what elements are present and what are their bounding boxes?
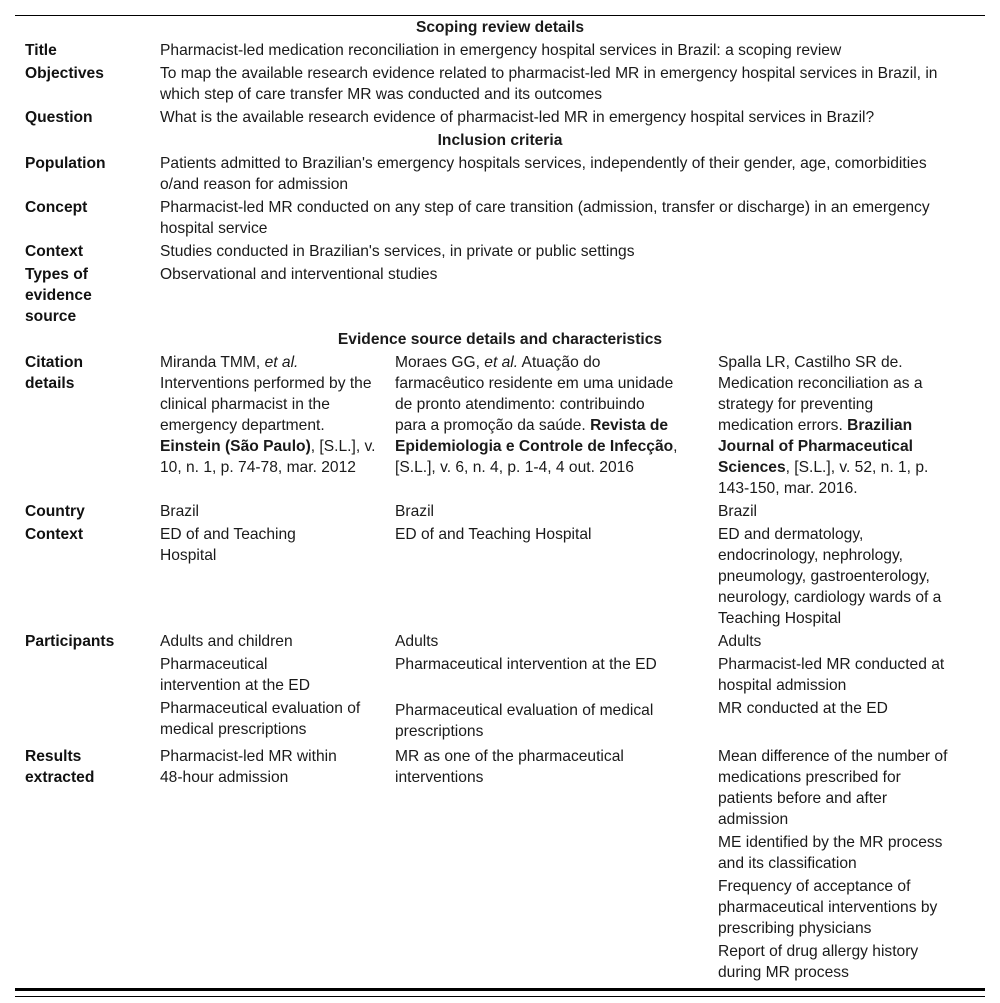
review-table xyxy=(15,16,985,986)
row-value: What is the available research evidence of pharmacist-led MR in emergency hospital services in Brazil? xyxy=(160,109,875,126)
row-participants xyxy=(15,630,985,745)
citation-journal: Brazilian Journal of Pharmaceutical Sciences xyxy=(718,417,913,476)
row-value: To map the available research evidence related to pharmacist-led MR in emergency hospital services in Brazil, in which step of care transfer MR was conducted and its outcomes xyxy=(160,65,938,103)
row-value: Pharmacist-led medication reconciliation in emergency hospital services in Brazil: a scoping review xyxy=(160,42,842,59)
participant-item: MR conducted at the ED xyxy=(718,700,888,717)
participant-item: Adults xyxy=(718,633,762,650)
context-value: ED of and Teaching Hospital xyxy=(395,526,592,543)
participant-item: Pharmaceutical evaluation of medical prescriptions xyxy=(160,700,361,738)
row-label: Question xyxy=(25,109,93,126)
result-item: Report of drug allergy history during MR process xyxy=(718,943,919,981)
citation-ref: , [S.L.], v. 6, n. 4, p. 1-4, 4 out. 2016 xyxy=(395,438,678,476)
row-label: Title xyxy=(25,42,57,59)
participant-item: Pharmaceutical intervention at the ED xyxy=(395,656,657,673)
row-label: Context xyxy=(25,526,84,543)
row-label: Citation details xyxy=(25,354,84,392)
row-objectives xyxy=(15,62,985,106)
row-context-evidence xyxy=(15,523,985,630)
row-label: Objectives xyxy=(25,65,104,82)
results-col-2 xyxy=(395,745,718,986)
row-label: Types of evidence source xyxy=(25,266,92,325)
row-country xyxy=(15,500,985,523)
bottom-rule-thick xyxy=(15,988,985,991)
row-value: Studies conducted in Brazilian's services, in private or public settings xyxy=(160,243,635,260)
result-item: MR as one of the pharmaceutical interventions xyxy=(395,748,624,786)
citation-journal: Einstein (São Paulo) xyxy=(160,438,311,455)
section-heading-evidence: Evidence source details and characteristics xyxy=(337,331,663,348)
country-value: Brazil xyxy=(395,503,434,520)
row-value: Patients admitted to Brazilian's emergency hospitals services, independently of their gender, age, comorbidities o/and reason for admission xyxy=(160,155,927,193)
country-value: Brazil xyxy=(718,503,757,520)
participants-col-1 xyxy=(160,630,395,745)
result-item: Mean difference of the number of medications prescribed for patients before and after admission xyxy=(718,748,948,828)
row-types-of-evidence xyxy=(15,263,985,328)
row-question xyxy=(15,106,985,129)
section-heading-inclusion: Inclusion criteria xyxy=(437,132,563,149)
row-label: Results extracted xyxy=(25,748,95,786)
row-label: Country xyxy=(25,503,85,520)
row-results-extracted xyxy=(15,745,985,986)
context-value: ED of and Teaching Hospital xyxy=(160,526,296,564)
results-col-1 xyxy=(160,745,395,986)
participant-item: Adults xyxy=(395,633,439,650)
participants-col-2 xyxy=(395,630,718,745)
citation-etal: et al. xyxy=(484,354,519,371)
citation-journal: Revista de Epidemiologia e Controle de Infecção xyxy=(395,417,674,455)
results-col-3 xyxy=(718,745,985,986)
row-label: Population xyxy=(25,155,106,172)
bottom-rule-thin xyxy=(15,996,985,997)
citation-title: Atuação do farmacêutico residente em uma unidade de pronto atendimento: contribuindo para a promoção da saúde. xyxy=(395,354,674,434)
citation-study-1 xyxy=(160,351,395,500)
row-label: Concept xyxy=(25,199,88,216)
scoping-review-table xyxy=(15,15,985,997)
row-label: Context xyxy=(25,243,84,260)
citation-study-3 xyxy=(718,351,985,500)
citation-author: Moraes GG, xyxy=(395,354,485,371)
row-label: Participants xyxy=(25,633,115,650)
context-value: ED and dermatology, endocrinology, nephrology, pneumology, gastroenterology, neurology, cardiology wards of a Teaching Hospital xyxy=(718,526,942,627)
country-value: Brazil xyxy=(160,503,199,520)
row-value: Pharmacist-led MR conducted on any step of care transition (admission, transfer or discharge) in an emergency hospital service xyxy=(160,199,930,237)
row-value: Observational and interventional studies xyxy=(160,266,438,283)
row-citation-details xyxy=(15,351,985,500)
result-item: ME identified by the MR process and its classification xyxy=(718,834,943,872)
result-item: Pharmacist-led MR within 48-hour admission xyxy=(160,748,337,786)
participants-col-3 xyxy=(718,630,985,745)
participant-item: Pharmacist-led MR conducted at hospital admission xyxy=(718,656,945,694)
row-concept xyxy=(15,196,985,240)
section-heading-scoping: Scoping review details xyxy=(415,19,585,36)
citation-study-2 xyxy=(395,351,718,500)
citation-etal: et al. xyxy=(264,354,299,371)
citation-ref: , [S.L.], v. 52, n. 1, p. 143-150, mar. 2016. xyxy=(718,459,929,497)
participant-item: Adults and children xyxy=(160,633,293,650)
citation-title: Medication reconciliation as a strategy for preventing medication errors. xyxy=(718,375,923,434)
row-population xyxy=(15,152,985,196)
citation-ref: , [S.L.], v. 10, n. 1, p. 74-78, mar. 2012 xyxy=(160,438,376,476)
participant-item: Pharmaceutical evaluation of medical prescriptions xyxy=(395,702,654,740)
row-title xyxy=(15,39,985,62)
participant-item: Pharmaceutical intervention at the ED xyxy=(160,656,310,694)
citation-author: Spalla LR, Castilho SR de. xyxy=(718,354,903,371)
result-item: Frequency of acceptance of pharmaceutical interventions by prescribing physicians xyxy=(718,878,938,937)
citation-title: Interventions performed by the clinical pharmacist in the emergency department. xyxy=(160,375,372,434)
citation-author: Miranda TMM, xyxy=(160,354,265,371)
row-context xyxy=(15,240,985,263)
